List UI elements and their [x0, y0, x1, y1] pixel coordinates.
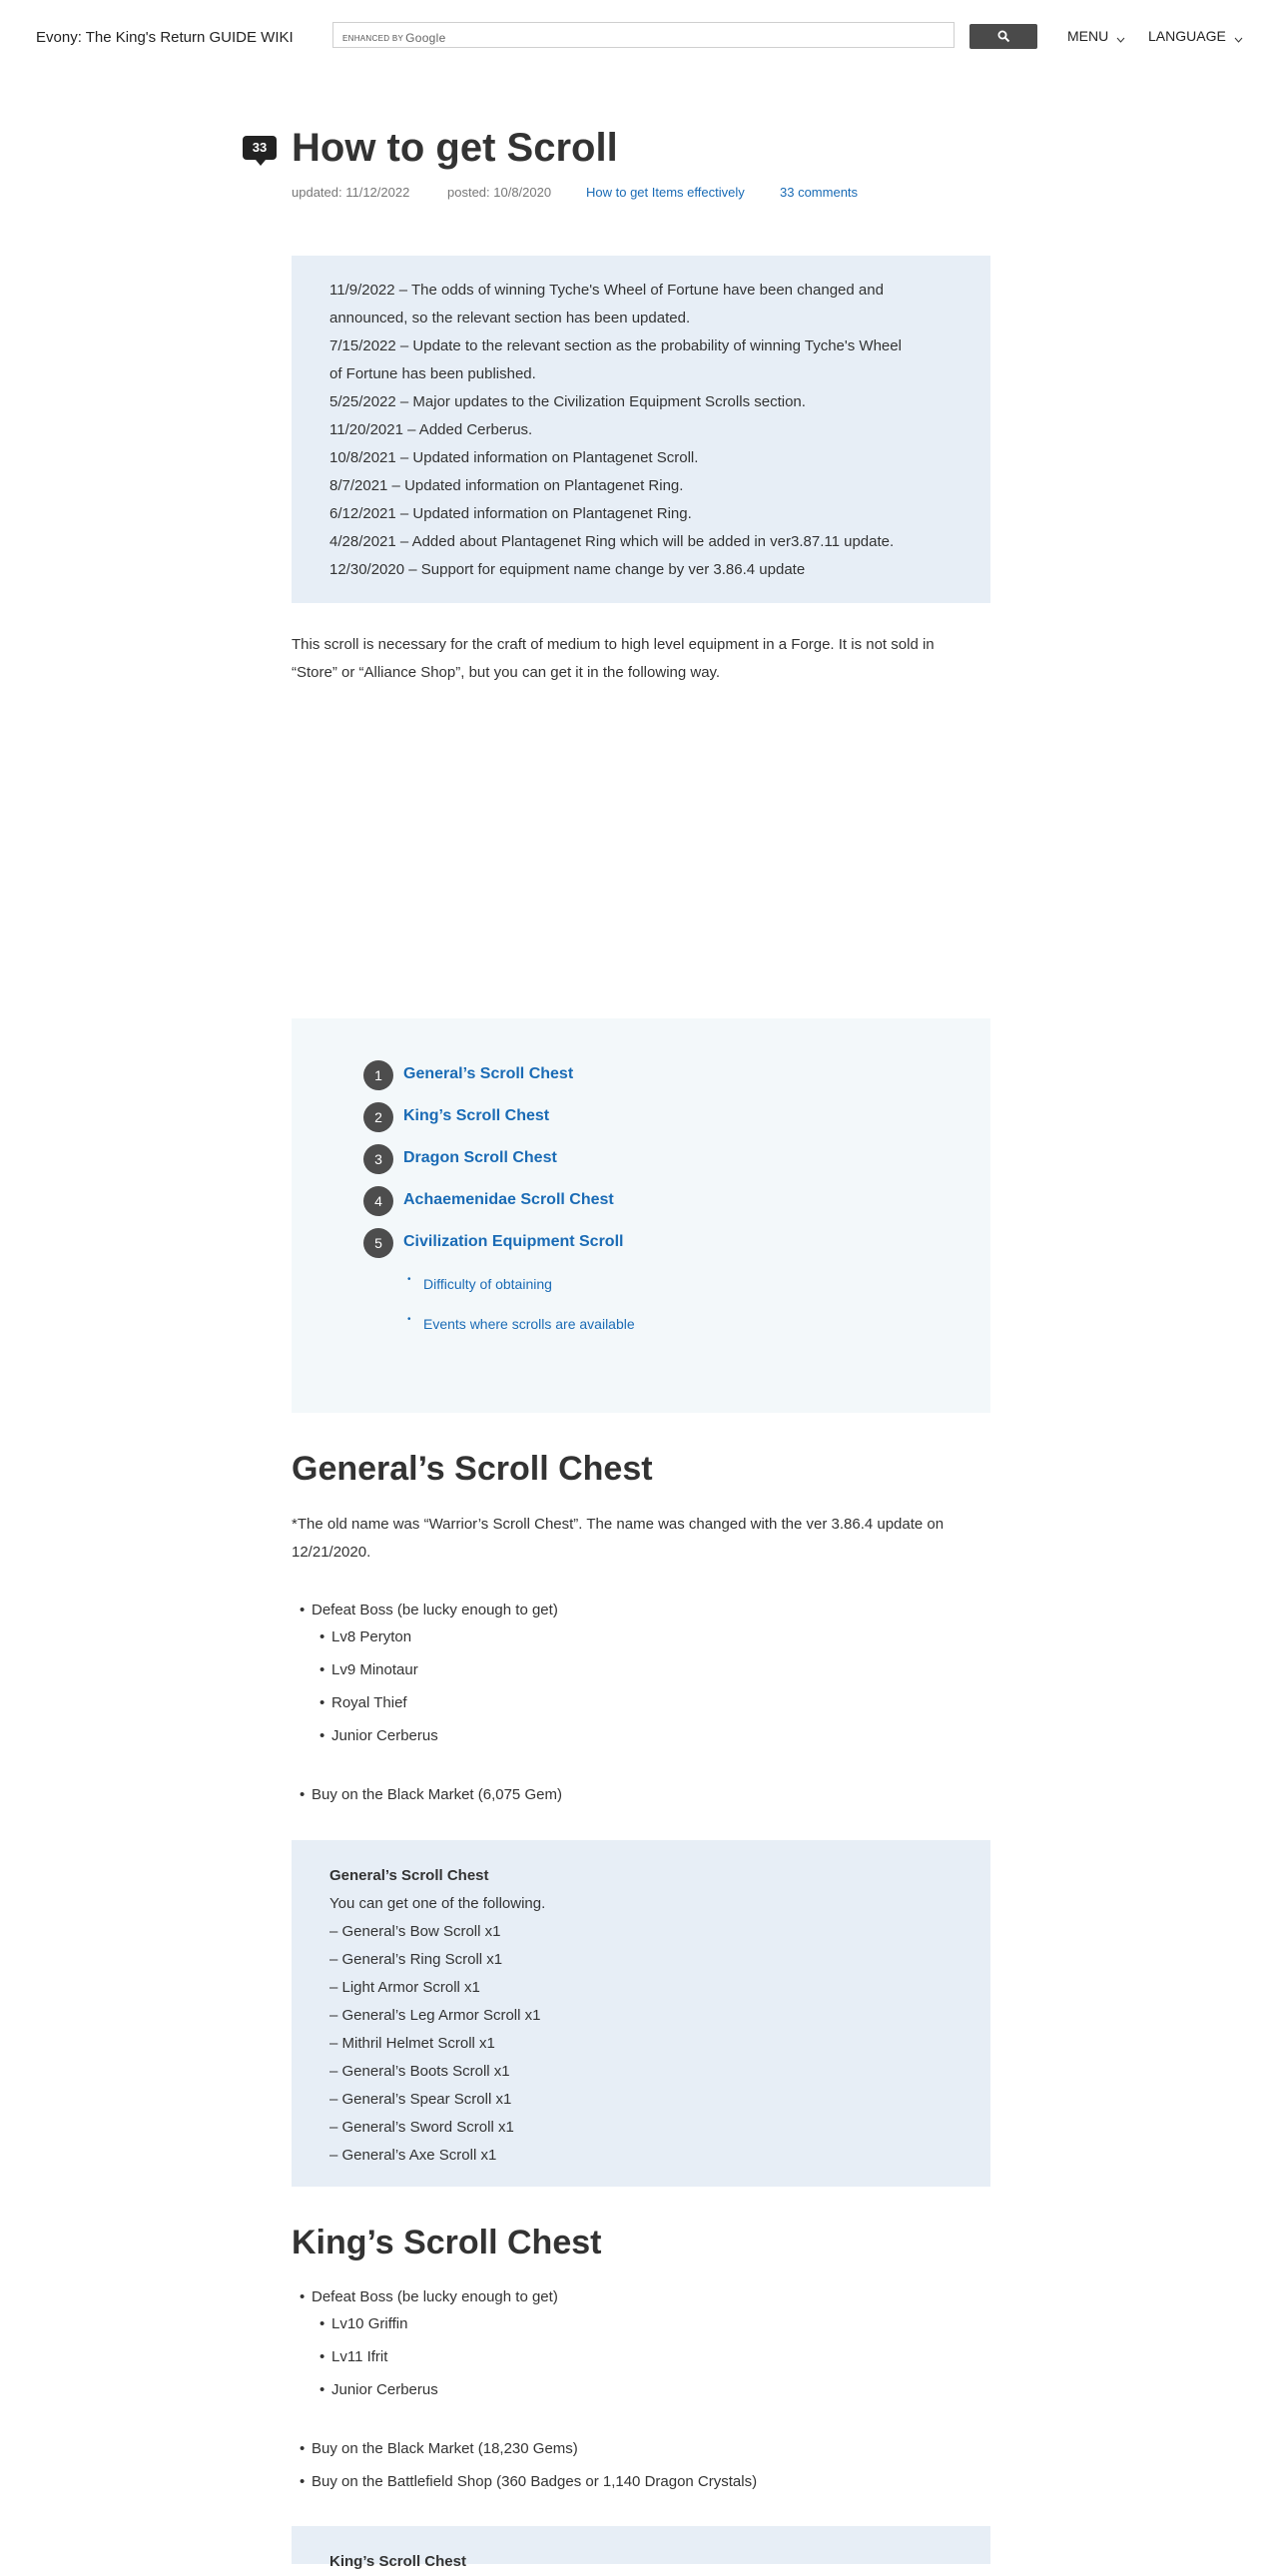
boss-item: • Lv8 Peryton: [320, 1628, 412, 1645]
chest-item: – General’s Ring Scroll x1: [329, 1951, 503, 1968]
comment-count-badge[interactable]: 33: [243, 136, 277, 160]
search-box[interactable]: [332, 22, 955, 48]
update-log: [292, 256, 990, 603]
bullet-icon: •: [407, 1314, 411, 1325]
generals-chest-contents: General’s Scroll Chest You can get one of the following. – General’s Bow Scroll x1 – General’s Ring Scroll x1 – Light Armor Scroll x1 – General’s Leg Armor Scroll x1 – Mithril Helmet Scroll x1 – General’s Boots Scroll x1 – General’s Spear Scroll x1 – General’s Sword Scroll x1 – General’s Axe Scroll x1: [292, 1840, 990, 2187]
chest-item: – General’s Leg Armor Scroll x1: [329, 2007, 541, 2024]
updated-date: updated: 11/12/2022: [292, 185, 410, 200]
language-button[interactable]: LANGUAGE: [1148, 28, 1243, 44]
list-item: • Buy on the Black Market (6,075 Gem): [300, 1786, 562, 1803]
toc-link[interactable]: Achaemenidae Scroll Chest: [403, 1191, 614, 1208]
toc-link[interactable]: Dragon Scroll Chest: [403, 1149, 557, 1166]
chest-item: – General’s Bow Scroll x1: [329, 1923, 501, 1940]
update-line: 12/30/2020 – Support for equipment name change by ver 3.86.4 update: [329, 561, 806, 578]
bullet-icon: •: [407, 1274, 411, 1285]
boss-item: • Royal Thief: [320, 1694, 407, 1711]
toc-link[interactable]: General’s Scroll Chest: [403, 1065, 574, 1082]
list-item: • Defeat Boss (be lucky enough to get): [300, 2288, 558, 2305]
comments-link[interactable]: 33 comments: [780, 185, 859, 200]
chest-item: – General’s Spear Scroll x1: [329, 2091, 512, 2108]
toc-number: 5: [363, 1228, 393, 1258]
boss-item: • Lv10 Griffin: [320, 2315, 408, 2332]
boss-item: • Lv11 Ifrit: [320, 2348, 388, 2365]
toc-number: 2: [363, 1102, 393, 1132]
section-heading-kings: King’s Scroll Chest: [292, 2224, 602, 2261]
toc-subitem[interactable]: [407, 1314, 635, 1332]
update-line: 7/15/2022 – Update to the relevant section as the probability of winning Tyche's Wheel: [329, 337, 902, 354]
list-item: • Defeat Boss (be lucky enough to get): [300, 1602, 558, 1618]
update-line: 4/28/2021 – Added about Plantagenet Ring which will be added in ver3.87.11 update.: [329, 533, 895, 550]
site-title[interactable]: Evony: The King's Return GUIDE WIKI: [36, 29, 294, 46]
intro-paragraph: This scroll is necessary for the craft of medium to high level equipment in a Forge. It is not sold in “Store” or “Alliance Shop”, but you can get it in the following way.: [292, 636, 935, 681]
toc-number: 1: [363, 1060, 393, 1090]
boss-item: • Lv9 Minotaur: [320, 1661, 418, 1678]
kings-chest-contents: King’s Scroll Chest: [292, 2526, 990, 2564]
update-line: of Fortune has been published.: [329, 365, 536, 382]
chest-item: – General’s Axe Scroll x1: [329, 2147, 497, 2164]
search-icon: [997, 30, 1010, 43]
update-line: 8/7/2021 – Updated information on Plantagenet Ring.: [329, 477, 684, 494]
update-line: announced, so the relevant section has been updated.: [329, 310, 691, 326]
toc-subitem[interactable]: [407, 1274, 552, 1292]
page-title: How to get Scroll: [292, 126, 618, 170]
update-line: 10/8/2021 – Updated information on Plantagenet Scroll.: [329, 449, 699, 466]
menu-button[interactable]: MENU: [1067, 28, 1125, 44]
toc-link[interactable]: King’s Scroll Chest: [403, 1107, 550, 1124]
search-button[interactable]: [969, 24, 1037, 49]
chest-item: – Mithril Helmet Scroll x1: [329, 2035, 495, 2052]
toc-sub-link[interactable]: Events where scrolls are available: [423, 1316, 635, 1332]
toc-number: 4: [363, 1186, 393, 1216]
table-of-contents: [292, 1018, 990, 1413]
toc-number: 3: [363, 1144, 393, 1174]
boss-item: • Junior Cerberus: [320, 1727, 438, 1744]
category-link[interactable]: How to get Items effectively: [586, 185, 745, 200]
update-line: 6/12/2021 – Updated information on Plantagenet Ring.: [329, 505, 692, 522]
toc-link[interactable]: Civilization Equipment Scroll: [403, 1233, 624, 1250]
update-line: 11/20/2021 – Added Cerberus.: [329, 421, 533, 438]
boss-item: • Junior Cerberus: [320, 2381, 438, 2398]
chevron-down-icon: [1234, 37, 1243, 43]
list-item: • Buy on the Black Market (18,230 Gems): [300, 2440, 578, 2457]
chest-item: – General’s Boots Scroll x1: [329, 2063, 510, 2080]
generals-note: *The old name was “Warrior’s Scroll Chest”. The name was changed with the ver 3.86.4 update on 12/21/2020.: [292, 1516, 945, 1561]
update-line: 11/9/2022 – The odds of winning Tyche's Wheel of Fortune have been changed and: [329, 282, 884, 299]
toc-sub-link[interactable]: Difficulty of obtaining: [423, 1276, 552, 1292]
list-item: • Buy on the Battlefield Shop (360 Badges or 1,140 Dragon Crystals): [300, 2473, 758, 2490]
chest-item: – Light Armor Scroll x1: [329, 1979, 480, 1996]
chest-item: – General’s Sword Scroll x1: [329, 2119, 514, 2136]
chevron-down-icon: [1116, 37, 1125, 43]
posted-date: posted: 10/8/2020: [447, 185, 552, 200]
update-line: 5/25/2022 – Major updates to the Civilization Equipment Scrolls section.: [329, 393, 806, 410]
search-branding: ENHANCED BY Google: [342, 31, 446, 45]
section-heading-generals: General’s Scroll Chest: [292, 1450, 653, 1488]
